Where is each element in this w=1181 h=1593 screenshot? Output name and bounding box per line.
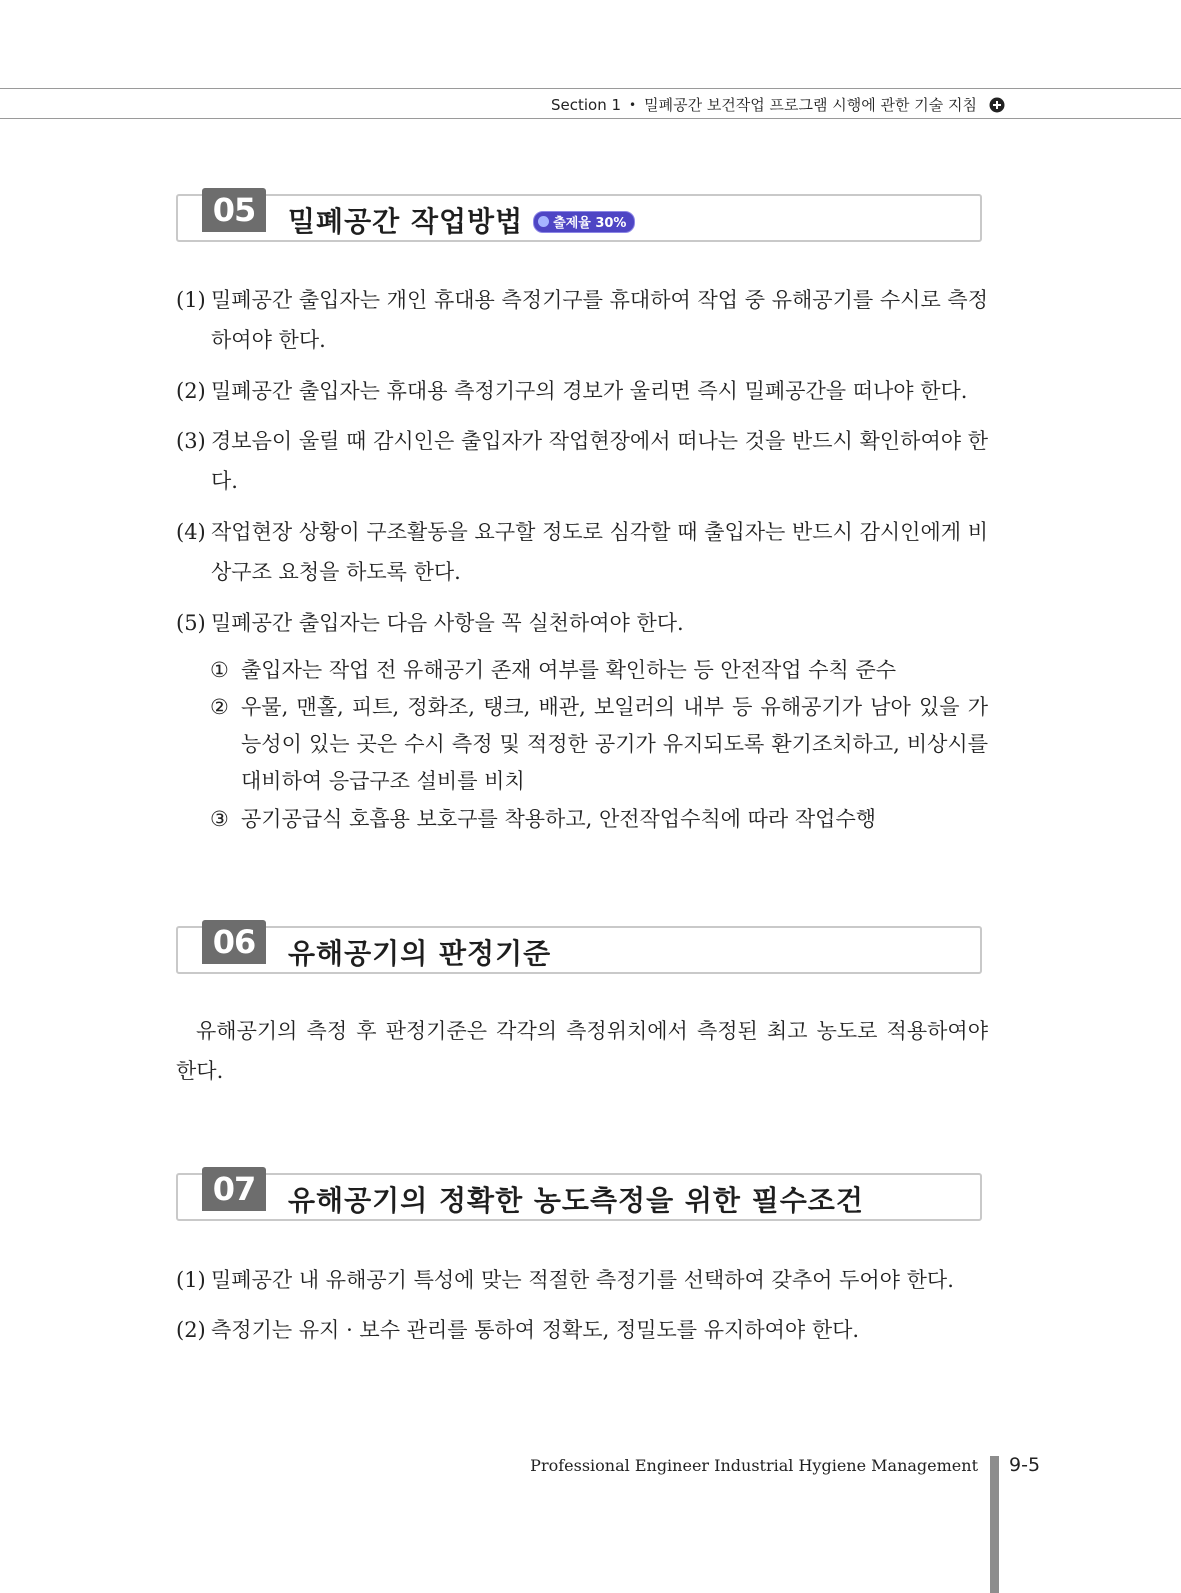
list-item-text: 작업현장 상황이 구조활동을 요구할 정도로 심각할 때 출입자는 반드시 감시인에게 비상구조 요청을 하도록 한다. <box>211 520 988 584</box>
section-header-06 <box>176 923 982 974</box>
section-title <box>288 200 635 240</box>
list-item-marker: (1) <box>176 288 206 312</box>
list-item-marker: (2) <box>176 379 206 403</box>
sub-list-item-text: 공기공급식 호흡용 보호구를 착용하고, 안전작업수칙에 따라 작업수행 <box>241 807 877 831</box>
list-item-marker: (1) <box>176 1268 206 1292</box>
section-number: 05 <box>202 188 266 232</box>
running-header-section: Section 1 <box>550 95 622 114</box>
sub-list-item-text: 출입자는 작업 전 유해공기 존재 여부를 확인하는 등 안전작업 수칙 준수 <box>241 658 897 682</box>
list-item-text: 밀폐공간 내 유해공기 특성에 맞는 적절한 측정기를 선택하여 갖추어 두어야 한다. <box>211 1268 954 1292</box>
header-rule-top <box>0 88 1181 89</box>
sub-list-item <box>210 801 988 838</box>
sub-list-item-marker: ② <box>210 695 229 719</box>
page-number: 9-5 <box>1009 1454 1041 1476</box>
section-title: 유해공기의 판정기준 <box>288 937 552 970</box>
list-item-marker: (5) <box>176 611 206 635</box>
list-item-marker: (4) <box>176 520 206 544</box>
header-rule-bottom <box>0 118 1181 119</box>
paragraph: 유해공기의 측정 후 판정기준은 각각의 측정위치에서 측정된 최고 농도로 적용하여야 한다. <box>176 1019 988 1083</box>
footer-title: Professional Engineer Industrial Hygiene Management <box>530 1456 978 1475</box>
sub-list-item <box>210 652 988 689</box>
list-item-marker: (3) <box>176 429 206 453</box>
badge-label: 출제율 30% <box>553 216 627 231</box>
list-item <box>176 280 988 360</box>
running-header-title: 밀폐공간 보건작업 프로그램 시행에 관한 기술 지침 <box>644 96 977 114</box>
section-title: 유해공기의 정확한 농도측정을 위한 필수조건 <box>288 1184 864 1217</box>
list-item-text: 밀폐공간 출입자는 개인 휴대용 측정기구를 휴대하여 작업 중 유해공기를 수시로 측정하여야 한다. <box>211 288 988 352</box>
section-title-text: 밀폐공간 작업방법 <box>288 205 524 238</box>
sub-list-item-text: 우물, 맨홀, 피트, 정화조, 탱크, 배관, 보일러의 내부 등 유해공기가 남아 있을 가능성이 있는 곳은 수시 측정 및 적정한 공기가 유지되도록 환기조치하고, 비상시를 대비하여 응급구조 설비를 비치 <box>241 695 988 793</box>
footer-bar <box>990 1456 999 1593</box>
frequency-badge <box>533 211 635 233</box>
list-item <box>176 1310 988 1350</box>
section-number: 06 <box>202 920 266 964</box>
section-header-05 <box>176 191 982 242</box>
list-item <box>176 603 988 643</box>
section-header-07 <box>176 1170 982 1221</box>
running-header-bullet: • <box>629 97 637 112</box>
list-item <box>176 421 988 501</box>
list-item <box>176 371 988 411</box>
sub-list-item <box>210 689 988 800</box>
list-item <box>176 512 988 592</box>
sub-list-item-marker: ① <box>210 658 229 682</box>
list-item-text: 경보음이 울릴 때 감시인은 출입자가 작업현장에서 떠나는 것을 반드시 확인하여야 한다. <box>211 429 988 493</box>
circle-plus-icon <box>989 97 1005 113</box>
list-item <box>176 1260 988 1300</box>
list-item-text: 측정기는 유지 · 보수 관리를 통하여 정확도, 정밀도를 유지하여야 한다. <box>211 1318 860 1342</box>
list-item-text: 밀폐공간 출입자는 휴대용 측정기구의 경보가 울리면 즉시 밀폐공간을 떠나야 한다. <box>211 379 968 403</box>
list-item-marker: (2) <box>176 1318 206 1342</box>
running-header <box>551 94 1005 115</box>
badge-dot-icon <box>538 216 549 227</box>
list-item-text: 밀폐공간 출입자는 다음 사항을 꼭 실천하여야 한다. <box>211 611 684 635</box>
sub-list-item-marker: ③ <box>210 807 229 831</box>
section-number: 07 <box>202 1167 266 1211</box>
